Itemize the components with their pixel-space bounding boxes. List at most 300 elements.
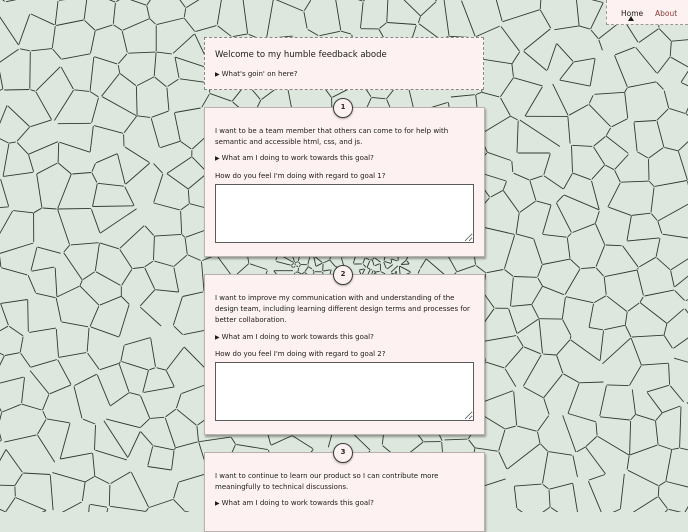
background-cell-edge: [43, 395, 49, 411]
background-cell-edge: [567, 238, 570, 259]
background-cell-edge: [631, 415, 636, 420]
background-cell-edge: [482, 336, 516, 342]
background-cell-edge: [681, 69, 688, 82]
background-cell-edge: [58, 360, 71, 385]
background-cell-edge: [175, 57, 179, 78]
background-cell-edge: [31, 49, 52, 51]
background-cell-edge: [125, 338, 151, 345]
background-cell-edge: [604, 277, 606, 295]
background-cell-edge: [149, 368, 155, 370]
background-cell-edge: [639, 29, 659, 43]
background-cell-edge: [176, 442, 198, 448]
background-cell-edge: [74, 386, 82, 418]
background-cell-edge: [154, 203, 180, 210]
background-cell-edge: [400, 266, 411, 272]
intro-details-label: What's goin' on here?: [222, 70, 298, 78]
background-cell-edge: [384, 262, 387, 269]
background-cell-edge: [100, 363, 119, 369]
background-cell-edge: [517, 426, 536, 431]
background-cell-edge: [621, 181, 649, 182]
background-cell-edge: [0, 485, 15, 486]
background-cell-edge: [501, 98, 511, 116]
background-cell-edge: [628, 82, 657, 88]
background-cell-edge: [0, 348, 4, 356]
background-cell-edge: [308, 30, 318, 36]
background-cell-edge: [608, 183, 620, 207]
background-cell-edge: [1, 179, 9, 206]
background-cell-edge: [523, 355, 541, 386]
background-cell-edge: [0, 17, 18, 45]
background-cell-edge: [421, 2, 436, 16]
background-cell-edge: [657, 258, 671, 270]
background-cell-edge: [596, 268, 603, 276]
background-cell-edge: [174, 255, 187, 266]
background-cell-edge: [480, 391, 513, 403]
nav-home-link[interactable]: Home: [621, 9, 643, 18]
goal-card-2: [204, 274, 485, 435]
background-cell-edge: [186, 0, 213, 8]
background-cell-edge: [119, 362, 120, 364]
background-cell-edge: [664, 336, 672, 349]
background-cell-edge: [123, 19, 150, 31]
background-cell-edge: [54, 90, 73, 121]
background-cell-edge: [93, 206, 134, 207]
background-cell-edge: [596, 423, 597, 436]
background-cell-edge: [524, 387, 543, 398]
background-cell-edge: [243, 0, 248, 33]
background-cell-edge: [102, 73, 120, 96]
background-cell-edge: [146, 508, 148, 511]
current-page-indicator-icon: [628, 16, 634, 21]
background-cell-edge: [0, 440, 1, 469]
background-cell-edge: [87, 505, 89, 512]
background-cell-edge: [173, 34, 194, 54]
background-cell-edge: [62, 54, 91, 59]
background-cell-edge: [402, 0, 437, 1]
background-cell-edge: [148, 446, 153, 465]
background-cell-edge: [0, 211, 13, 245]
background-cell-edge: [177, 409, 196, 425]
background-cell-edge: [586, 437, 597, 447]
background-cell-edge: [137, 77, 154, 86]
intro-details-toggle[interactable]: [215, 70, 298, 78]
background-cell-edge: [148, 467, 172, 471]
background-cell-edge: [57, 286, 80, 297]
background-cell-edge: [109, 485, 110, 506]
background-cell-edge: [673, 330, 688, 349]
background-cell-edge: [31, 90, 36, 92]
background-cell-edge: [557, 355, 563, 373]
background-cell-edge: [361, 2, 364, 28]
background-cell-edge: [649, 148, 664, 159]
background-cell-edge: [140, 307, 161, 326]
background-cell-edge: [96, 272, 121, 286]
background-cell-edge: [150, 19, 156, 25]
background-cell-edge: [31, 14, 55, 25]
background-cell-edge: [0, 136, 9, 143]
background-cell-edge: [174, 113, 180, 141]
background-cell-edge: [131, 472, 148, 507]
background-cell-edge: [625, 325, 631, 337]
background-cell-edge: [151, 338, 156, 367]
background-cell-edge: [64, 253, 83, 280]
background-cell-edge: [59, 142, 90, 152]
background-cell-edge: [94, 57, 117, 64]
goal-details-toggle[interactable]: [215, 154, 374, 162]
background-cell-edge: [37, 420, 46, 435]
background-cell-edge: [373, 258, 374, 260]
background-cell-edge: [623, 246, 638, 267]
background-cell-edge: [566, 297, 593, 303]
background-cell-edge: [145, 268, 155, 289]
background-cell-edge: [133, 267, 144, 268]
background-cell-edge: [58, 143, 59, 163]
background-cell-edge: [43, 208, 57, 209]
background-cell-edge: [657, 109, 668, 120]
background-cell-edge: [671, 57, 688, 68]
background-cell-edge: [181, 142, 192, 150]
background-cell-edge: [188, 255, 201, 261]
background-cell-edge: [451, 95, 475, 97]
background-cell-edge: [21, 353, 31, 367]
background-cell-edge: [533, 507, 550, 512]
background-cell-edge: [160, 141, 180, 148]
background-cell-edge: [487, 152, 511, 160]
background-cell-edge: [330, 260, 335, 266]
background-cell-edge: [176, 394, 181, 408]
background-cell-edge: [565, 269, 580, 295]
background-cell-edge: [588, 481, 603, 512]
background-cell-edge: [120, 249, 133, 268]
background-cell-edge: [649, 181, 654, 186]
background-cell-edge: [363, 0, 367, 1]
feedback-textarea[interactable]: [215, 184, 474, 243]
background-cell-edge: [38, 247, 61, 253]
background-cell-edge: [517, 336, 523, 346]
background-cell-edge: [85, 20, 95, 30]
goal-details-label: What am I doing to work towards this goal?: [222, 154, 374, 162]
background-cell-edge: [501, 27, 520, 52]
background-cell-edge: [549, 483, 572, 489]
goal-text: I want to continue to learn our product so I can contribute more meaningfully to technical discussions.: [215, 471, 473, 493]
background-cell-edge: [122, 31, 127, 52]
background-cell-edge: [50, 475, 53, 510]
background-cell-edge: [573, 456, 578, 478]
background-cell-edge: [74, 90, 89, 92]
background-cell-edge: [553, 84, 568, 116]
background-cell-edge: [540, 0, 541, 9]
background-cell-edge: [184, 8, 185, 17]
background-cell-edge: [0, 106, 7, 136]
background-cell-edge: [656, 238, 660, 257]
background-cell-edge: [560, 62, 574, 79]
background-cell-edge: [560, 80, 590, 86]
top-nav: [606, 0, 688, 25]
background-cell-edge: [91, 209, 99, 233]
background-cell-edge: [116, 0, 123, 2]
background-cell-edge: [600, 331, 603, 361]
background-cell-edge: [615, 47, 635, 55]
background-cell-edge: [316, 263, 322, 266]
background-cell-edge: [631, 497, 658, 512]
background-cell-edge: [175, 0, 186, 7]
background-cell-edge: [672, 448, 679, 449]
background-cell-edge: [90, 92, 98, 97]
background-cell-edge: [445, 439, 468, 440]
background-cell-edge: [596, 245, 605, 266]
background-cell-edge: [598, 436, 630, 455]
background-cell-edge: [516, 234, 533, 239]
background-cell-edge: [141, 396, 150, 418]
background-cell-edge: [82, 482, 85, 501]
background-cell-edge: [157, 18, 184, 25]
background-cell-edge: [568, 117, 570, 144]
background-cell-edge: [632, 213, 651, 215]
background-cell-edge: [499, 452, 507, 469]
background-cell-edge: [80, 286, 99, 305]
background-cell-edge: [476, 26, 500, 36]
background-cell-edge: [666, 450, 672, 481]
background-cell-edge: [487, 270, 504, 273]
disclosure-triangle-icon: ▶: [215, 334, 220, 341]
background-cell-edge: [19, 14, 30, 44]
background-cell-edge: [538, 416, 549, 432]
background-cell-edge: [607, 296, 627, 311]
background-cell-edge: [530, 176, 542, 180]
background-cell-edge: [589, 104, 611, 126]
background-cell-edge: [557, 195, 564, 202]
background-cell-edge: [119, 305, 129, 337]
background-cell-edge: [141, 418, 150, 427]
background-cell-edge: [74, 374, 96, 385]
background-cell-edge: [118, 65, 120, 73]
background-cell-edge: [111, 472, 131, 484]
background-cell-edge: [104, 508, 108, 512]
background-cell-edge: [484, 228, 514, 235]
background-cell-edge: [36, 293, 56, 297]
background-cell-edge: [657, 57, 670, 74]
background-cell-edge: [72, 173, 91, 175]
background-cell-edge: [656, 413, 663, 421]
background-cell-edge: [61, 67, 73, 89]
background-cell-edge: [154, 261, 173, 266]
goal-details-toggle[interactable]: [215, 333, 374, 341]
background-cell-edge: [605, 270, 637, 277]
background-cell-edge: [647, 385, 669, 392]
background-cell-edge: [571, 340, 600, 361]
background-cell-edge: [359, 269, 364, 270]
background-cell-edge: [0, 0, 5, 1]
background-cell-edge: [511, 116, 518, 120]
background-cell-edge: [118, 154, 126, 184]
background-cell-edge: [1, 300, 28, 304]
background-cell-edge: [476, 92, 482, 94]
background-cell-edge: [309, 267, 312, 269]
background-cell-edge: [612, 119, 628, 127]
background-cell-edge: [600, 417, 630, 420]
background-cell-edge: [564, 173, 573, 189]
nav-about-link[interactable]: About: [655, 9, 677, 18]
background-cell-edge: [80, 280, 82, 286]
background-cell-edge: [657, 121, 664, 147]
background-cell-edge: [503, 10, 540, 22]
background-cell-edge: [152, 111, 169, 117]
background-cell-edge: [168, 79, 179, 86]
background-cell-edge: [95, 450, 127, 460]
background-cell-edge: [154, 236, 155, 260]
background-cell-edge: [615, 170, 621, 182]
background-cell-edge: [562, 297, 565, 319]
background-cell-edge: [36, 67, 60, 91]
background-cell-edge: [20, 337, 23, 353]
background-cell-edge: [387, 23, 416, 25]
background-cell-edge: [295, 262, 298, 263]
background-cell-edge: [418, 16, 420, 23]
background-cell-edge: [666, 482, 688, 488]
background-cell-edge: [64, 245, 70, 252]
background-cell-edge: [505, 426, 516, 429]
background-cell-edge: [667, 309, 684, 323]
background-cell-edge: [9, 142, 16, 143]
background-cell-edge: [100, 243, 119, 249]
background-cell-edge: [90, 306, 99, 326]
background-cell-edge: [524, 347, 541, 354]
background-cell-edge: [512, 52, 520, 64]
background-cell-edge: [375, 258, 381, 262]
background-cell-edge: [572, 145, 573, 172]
background-cell-edge: [98, 183, 124, 186]
feedback-textarea[interactable]: [215, 362, 474, 421]
background-cell-edge: [675, 290, 685, 300]
background-cell-edge: [175, 108, 201, 113]
intro-panel: [204, 37, 484, 90]
background-cell-edge: [96, 154, 117, 163]
background-cell-edge: [0, 377, 24, 386]
background-cell-edge: [678, 137, 688, 151]
background-cell-edge: [638, 152, 648, 158]
goal-text: I want to improve my communication with and understanding of the design team, including learning different design terms and processes for better collaboration.: [215, 293, 473, 326]
background-cell-edge: [630, 445, 657, 455]
background-cell-edge: [231, 437, 235, 444]
background-cell-edge: [87, 328, 89, 352]
background-cell-edge: [592, 181, 600, 210]
background-cell-edge: [210, 93, 232, 101]
background-cell-edge: [632, 335, 664, 337]
background-cell-edge: [143, 370, 149, 392]
background-cell-edge: [625, 88, 628, 92]
background-cell-edge: [0, 207, 9, 215]
background-cell-edge: [50, 385, 71, 394]
background-cell-edge: [482, 59, 512, 64]
background-cell-edge: [543, 354, 556, 355]
background-cell-edge: [17, 127, 30, 141]
background-cell-edge: [504, 235, 514, 268]
background-cell-edge: [56, 20, 83, 26]
background-cell-edge: [341, 31, 351, 34]
background-cell-edge: [121, 345, 124, 361]
background-cell-edge: [671, 271, 675, 288]
background-cell-edge: [586, 447, 606, 474]
background-cell-edge: [4, 435, 36, 442]
background-cell-edge: [167, 174, 188, 189]
background-cell-edge: [514, 391, 517, 425]
background-cell-edge: [28, 142, 57, 155]
background-cell-edge: [605, 165, 614, 170]
background-cell-edge: [524, 51, 547, 70]
background-cell-edge: [276, 261, 291, 265]
background-cell-edge: [627, 238, 659, 241]
background-cell-edge: [556, 203, 571, 233]
background-cell-edge: [663, 234, 688, 238]
background-cell-edge: [520, 201, 536, 212]
background-cell-edge: [503, 191, 519, 213]
background-cell-edge: [293, 436, 313, 449]
background-cell-edge: [0, 412, 2, 427]
background-cell-edge: [174, 326, 183, 334]
background-cell-edge: [185, 238, 187, 255]
goal-details-toggle[interactable]: [215, 499, 374, 507]
background-cell-edge: [217, 0, 222, 25]
background-cell-edge: [534, 239, 542, 264]
background-cell-edge: [151, 118, 159, 147]
background-cell-edge: [182, 235, 185, 238]
goal-details-label: What am I doing to work towards this goal?: [222, 499, 374, 507]
background-cell-edge: [544, 374, 563, 398]
goal-number-badge: 2: [333, 265, 353, 285]
background-cell-edge: [600, 386, 607, 416]
background-cell-edge: [659, 482, 666, 486]
background-cell-edge: [296, 266, 298, 267]
background-cell-edge: [367, 268, 370, 270]
background-cell-edge: [554, 26, 579, 30]
background-cell-edge: [627, 216, 631, 241]
background-cell-edge: [129, 393, 140, 396]
background-cell-edge: [657, 82, 664, 89]
background-cell-edge: [102, 97, 136, 116]
background-cell-edge: [167, 88, 169, 111]
background-cell-edge: [540, 10, 551, 28]
background-cell-edge: [516, 213, 519, 234]
background-cell-edge: [391, 266, 398, 272]
background-cell-edge: [620, 474, 624, 509]
background-cell-edge: [627, 456, 629, 470]
background-cell-edge: [95, 425, 96, 450]
background-cell-edge: [47, 419, 70, 423]
background-cell-edge: [384, 261, 391, 263]
background-cell-edge: [304, 12, 307, 29]
background-cell-edge: [140, 290, 155, 306]
background-cell-edge: [91, 327, 119, 337]
background-cell-edge: [16, 498, 46, 511]
background-cell-edge: [525, 87, 542, 116]
background-cell-edge: [90, 126, 93, 152]
background-cell-edge: [664, 324, 667, 336]
background-cell-edge: [53, 49, 62, 59]
background-cell-edge: [512, 161, 513, 172]
background-cell-edge: [538, 265, 543, 277]
background-cell-edge: [144, 387, 175, 393]
background-cell-edge: [95, 476, 109, 483]
background-cell-edge: [195, 26, 216, 32]
background-cell-edge: [150, 417, 164, 418]
background-cell-edge: [128, 432, 140, 457]
background-cell-edge: [615, 155, 629, 170]
background-cell-edge: [387, 0, 388, 22]
background-cell-edge: [5, 353, 20, 356]
background-cell-edge: [34, 208, 42, 213]
background-cell-edge: [507, 444, 539, 469]
background-cell-edge: [532, 286, 543, 304]
